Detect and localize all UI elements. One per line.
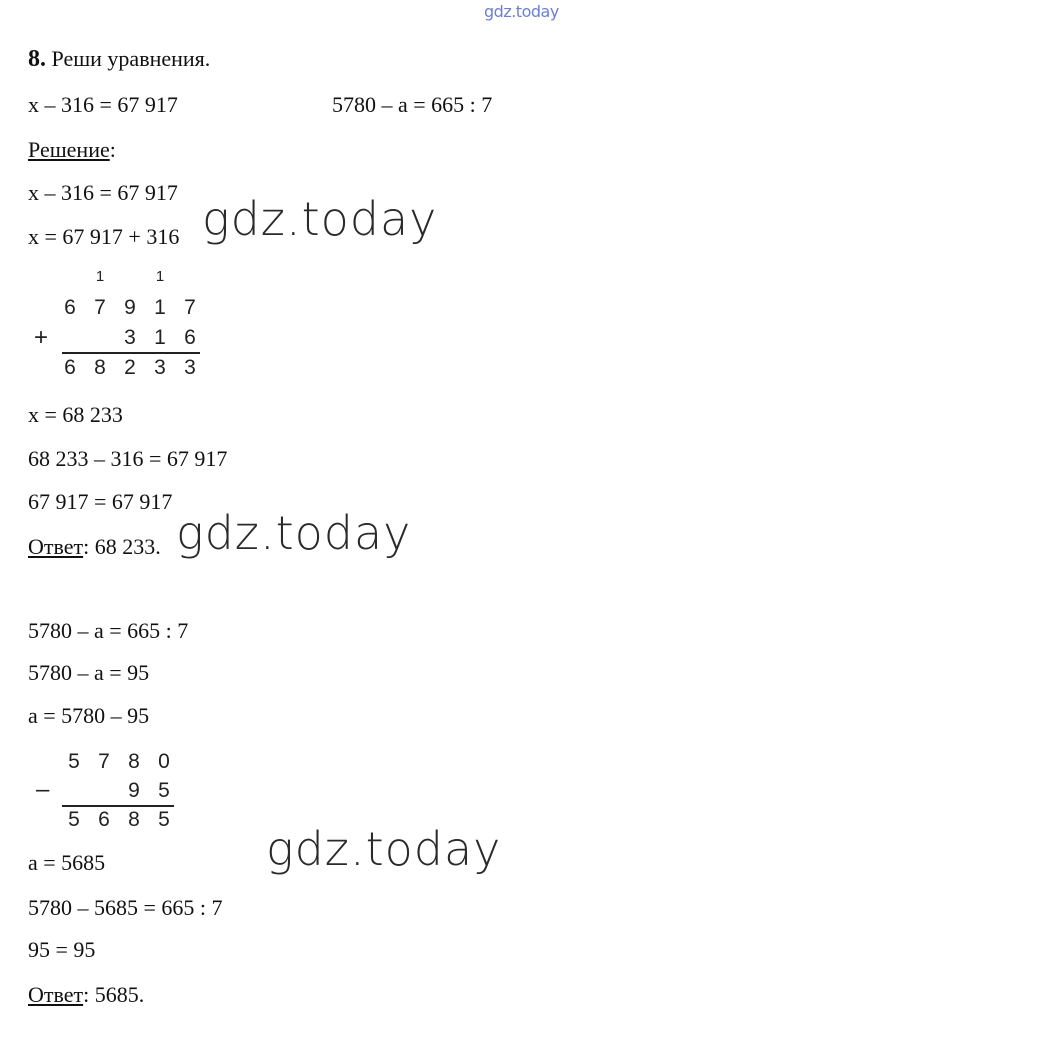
p1-sum-line: [62, 352, 200, 354]
p1-top-digit: 7: [184, 296, 196, 319]
p1-answer-label: Ответ: [28, 534, 84, 559]
solution-heading: [28, 137, 116, 163]
p2-top-digit: 7: [98, 750, 110, 773]
p2-line-6: 95 = 95: [28, 937, 96, 962]
solution-colon: :: [109, 137, 116, 162]
p2-answer: [28, 982, 144, 1008]
task-header: [28, 46, 210, 72]
solution-label: Решение: [28, 137, 110, 162]
p1-line-4: 68 233 – 316 = 67 917: [28, 446, 228, 471]
p2-difference-line: [62, 805, 174, 807]
task-title: Реши уравнения.: [51, 46, 211, 71]
p2-line-2: 5780 – a = 95: [28, 660, 150, 685]
p2-bottom-digit: 9: [128, 779, 140, 802]
p1-result-digit: 2: [124, 356, 136, 379]
watermark-3: gdz.today: [266, 822, 502, 876]
p1-result-digit: 6: [64, 356, 76, 379]
p1-answer-value: : 68 233.: [83, 534, 161, 559]
p2-line-1: 5780 – a = 665 : 7: [28, 618, 189, 643]
p1-top-digit: 7: [94, 296, 106, 319]
p1-line-1: x – 316 = 67 917: [28, 180, 178, 205]
p1-line-3: x = 68 233: [28, 402, 123, 427]
p2-result-digit: 5: [68, 808, 80, 831]
p2-top-digit: 0: [158, 750, 170, 773]
p1-bottom-digit: 3: [124, 326, 136, 349]
p2-result-digit: 5: [158, 808, 170, 831]
p2-answer-value: : 5685.: [83, 982, 145, 1007]
p2-top-digit: 8: [128, 750, 140, 773]
p1-top-digit: 9: [124, 296, 136, 319]
p1-carry-1: 1: [95, 268, 105, 285]
p2-result-digit: 8: [128, 808, 140, 831]
task-number: 8.: [28, 46, 46, 72]
p2-line-5: 5780 – 5685 = 665 : 7: [28, 895, 223, 920]
p2-minus-sign: –: [36, 776, 50, 803]
watermark-1: gdz.today: [202, 192, 438, 246]
watermark-2: gdz.today: [176, 506, 412, 560]
p1-top-digit: 1: [154, 296, 166, 319]
watermark-top: gdz.today: [484, 2, 559, 21]
p1-answer: [28, 534, 161, 560]
p2-line-3: a = 5780 – 95: [28, 703, 150, 728]
p2-answer-label: Ответ: [28, 982, 84, 1007]
p1-plus-sign: +: [34, 324, 49, 351]
task-equation-1: x – 316 = 67 917: [28, 92, 178, 117]
p2-top-digit: 5: [68, 750, 80, 773]
p1-result-digit: 3: [184, 356, 196, 379]
p1-result-digit: 8: [94, 356, 106, 379]
p1-carry-2: 1: [155, 268, 165, 285]
task-equation-2: 5780 – a = 665 : 7: [332, 92, 493, 117]
p2-line-4: a = 5685: [28, 850, 106, 875]
p1-result-digit: 3: [154, 356, 166, 379]
p1-line-2: x = 67 917 + 316: [28, 224, 180, 249]
p2-bottom-digit: 5: [158, 779, 170, 802]
p1-top-digit: 6: [64, 296, 76, 319]
p2-result-digit: 6: [98, 808, 110, 831]
p1-bottom-digit: 1: [154, 326, 166, 349]
p1-line-5: 67 917 = 67 917: [28, 489, 173, 514]
p1-bottom-digit: 6: [184, 326, 196, 349]
